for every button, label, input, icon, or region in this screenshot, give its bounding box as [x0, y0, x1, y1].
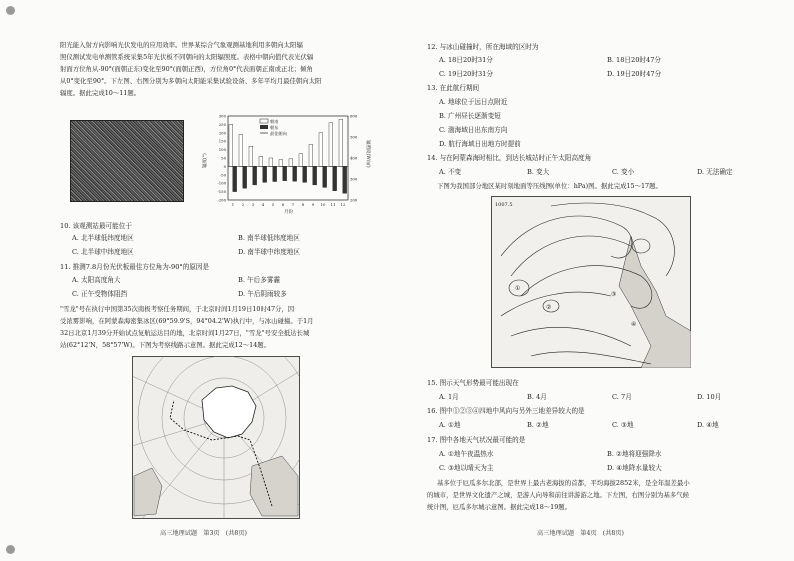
q10-option-b[interactable]: B. 南半球低纬度地区 — [238, 234, 300, 242]
x-tick-label: 9 — [311, 202, 315, 207]
q15-option-b[interactable]: B. 4月 — [527, 393, 547, 401]
bar-south-5 — [269, 158, 273, 166]
bar-south-6 — [279, 160, 283, 167]
antarctic-route-map — [132, 356, 300, 519]
exam-page-4 — [397, 0, 794, 561]
x-tick-label: 2 — [241, 202, 245, 207]
question-10: 10. 该观测站最可能位于 — [60, 222, 132, 230]
q12-option-b[interactable]: B. 18日20时47分 — [607, 56, 661, 64]
y-tick-label: 100 — [218, 147, 226, 153]
bar-east-10 — [323, 166, 327, 187]
y-axis-label: 辐度(°) — [203, 153, 208, 168]
question-11: 11. 推测7.8月份光伏板最佳方位角为-90°的原因是 — [60, 263, 210, 271]
y-tick-label: -150 — [217, 189, 226, 195]
q10-option-d[interactable]: D. 南半球中纬度地区 — [238, 248, 300, 256]
q11-option-c[interactable]: C. 正午受物体阻挡 — [72, 290, 128, 298]
q17-option-c[interactable]: C. ③地以晴天为主 — [439, 464, 494, 472]
closing-line: 统计图，厄瓜多尔城示意图。据此完成18～19题。 — [427, 503, 572, 511]
site-4: ④ — [631, 321, 637, 328]
legend-south: 朝南 — [270, 119, 279, 124]
q14-option-b[interactable]: B. 变大 — [527, 168, 550, 176]
y-tick-label: -50 — [219, 172, 226, 178]
bar-south-8 — [299, 154, 303, 167]
q14-option-c[interactable]: C. 变小 — [612, 168, 635, 176]
intro-line: 射面方位角从-90°(面朝正东)变化至90°(面朝正西)，方位角0°代表面朝正南或正北；倾角 — [60, 65, 313, 73]
story-line: "雪龙"号在执行中国第35次南极考察任务期间，于北京时间1月19日10时47分，因 — [60, 305, 295, 313]
bar-south-3 — [249, 146, 253, 166]
question-17: 17. 图中各地天气状况最可能的是 — [427, 436, 526, 444]
map-intro: 下图为我国部分地区某时刻地面等压线图(单位：hPa)图。据此完成15～17题。 — [437, 182, 662, 190]
bar-east-12 — [343, 166, 347, 193]
y-axis-label-right: 辐照度(W/㎡) — [365, 140, 370, 168]
x-tick-label: 10 — [320, 202, 326, 207]
bar-south-2 — [239, 134, 243, 166]
y-tick-label: 250 — [218, 121, 226, 127]
bar-east-1 — [233, 166, 237, 191]
q13-option-d[interactable]: D. 航行海域日出地方时提前 — [439, 140, 521, 148]
x-tick-label: 3 — [251, 202, 255, 207]
intro-line: 辐度。据此完成10～11题。 — [60, 89, 141, 97]
y-tick-label: -200 — [217, 197, 226, 203]
bar-south-12 — [339, 119, 343, 166]
bar-south-4 — [259, 156, 263, 166]
y-tick-label: 50 — [221, 155, 226, 161]
story-line: 站(62°12'N，58°57'W)。下图为考察线路示意图。据此完成12～14题。 — [60, 341, 271, 349]
isobar-map — [491, 196, 691, 368]
question-14: 14. 与在阿蒙森海时相比，到达长城站时正午太阳高度角 — [427, 154, 592, 162]
y-tick-label-right: 600 — [350, 113, 358, 119]
q17-option-a[interactable]: A. ①地午夜温热水 — [439, 450, 494, 458]
question-15: 15. 图示天气形势最可能出现在 — [427, 379, 519, 387]
bar-east-8 — [303, 166, 307, 182]
q16-option-c[interactable]: C. ③地 — [612, 421, 634, 429]
site-1: ① — [515, 285, 521, 292]
y-tick-label: 200 — [218, 130, 226, 136]
legend-swatch-south — [260, 119, 268, 123]
bar-south-10 — [319, 133, 323, 167]
x-tick-label: 5 — [271, 202, 275, 207]
q13-option-c[interactable]: C. 渤海域日出东南方向 — [439, 126, 508, 134]
q15-option-d[interactable]: D. 10月 — [697, 393, 722, 401]
q10-option-a[interactable]: A. 北半球低纬度地区 — [72, 234, 134, 242]
bar-east-9 — [313, 166, 317, 184]
y-tick-label-right: 400 — [350, 155, 358, 161]
q15-option-a[interactable]: A. 1月 — [439, 393, 459, 401]
bar-east-11 — [333, 166, 337, 190]
question-16: 16. 图中①②③④四地中风向与另外三地差异较大的是 — [427, 407, 585, 415]
y-tick-label-right: 500 — [350, 134, 358, 140]
story-line: 受浓雾影响，在阿蒙森海密集冰区(69°59.9'S，94°04.2'W)执行中，与冰山碰撞。于1月 — [60, 317, 314, 325]
question-12: 12. 与冰山碰撞时，所在海域的区时为 — [427, 43, 539, 51]
legend-best: 最佳朝向 — [270, 131, 287, 136]
q11-option-d[interactable]: D. 午后阴雨较多 — [238, 290, 287, 298]
q14-option-a[interactable]: A. 不变 — [439, 168, 462, 176]
y-tick-label: 0 — [223, 163, 226, 169]
y-tick-label: -100 — [217, 180, 226, 186]
q12-option-c[interactable]: C. 19日20时31分 — [439, 70, 493, 78]
q13-option-a[interactable]: A. 地球位于远日点附近 — [439, 98, 508, 106]
x-tick-label: 4 — [261, 202, 265, 207]
y-tick-label-right: 200 — [350, 197, 358, 203]
q12-option-d[interactable]: D. 19日20时47分 — [607, 70, 662, 78]
bar-south-1 — [229, 124, 233, 166]
site-3: ③ — [611, 291, 617, 298]
bar-south-9 — [309, 145, 313, 167]
q17-option-b[interactable]: B. ②地将迎强降水 — [607, 450, 662, 458]
q16-option-d[interactable]: D. ④地 — [697, 421, 719, 429]
q11-option-b[interactable]: B. 午后多雾霾 — [238, 276, 281, 284]
legend-east: 朝东 — [270, 125, 279, 130]
x-tick-label: 11 — [330, 202, 336, 207]
q10-option-c[interactable]: C. 北半球中纬度地区 — [72, 248, 134, 256]
closing-line: 的城市，是世界文化遗产之城，是游人向导和前往讲游游之地。下左图，右图分别为基多气候 — [427, 491, 690, 499]
isobar-label: 1007.5 — [495, 202, 513, 208]
page-footer: 高三地理试题 第3页 (共8页) — [160, 530, 247, 537]
q13-option-b[interactable]: B. 广州昼长逐渐变短 — [439, 112, 501, 120]
site-2: ② — [546, 304, 552, 311]
equipment-photo — [70, 120, 184, 202]
q11-option-a[interactable]: A. 太阳高度角大 — [72, 276, 121, 284]
bar-east-7 — [293, 166, 297, 181]
y-tick-label: 300 — [218, 113, 226, 119]
bar-east-2 — [243, 166, 247, 188]
intro-line: 从0°变化至90°。下左图、右图分别为多朝向太阳能采集试验设备、多年平均月最佳朝向太阳 — [60, 77, 322, 85]
q16-option-b[interactable]: B. ②地 — [527, 421, 549, 429]
bar-east-4 — [263, 166, 267, 182]
x-tick-label: 7 — [291, 202, 295, 207]
bar-south-7 — [289, 159, 293, 167]
x-axis-label: 月份 — [284, 210, 293, 215]
question-13: 13. 在此航行期间 — [427, 84, 480, 92]
story-line: 32日北京1月39分开始试点复航运达目的地，北京时间1月27日，"雪龙"号安全抵达长城 — [60, 329, 310, 337]
x-tick-label: 8 — [301, 202, 305, 207]
y-tick-label-right: 300 — [350, 176, 358, 182]
intro-line: 照仪测试发电单测管系统采集5年光伏板不同朝向的太阳辐照度。表格中朝向值代表光伏辐 — [60, 53, 314, 61]
q17-option-d[interactable]: D. ④地降水量较大 — [607, 464, 662, 472]
y-tick-label: 150 — [218, 138, 226, 144]
bar-east-6 — [283, 166, 287, 180]
x-tick-label: 1 — [231, 202, 235, 207]
bar-east-5 — [273, 166, 277, 181]
bar-east-3 — [253, 166, 257, 184]
x-tick-label: 6 — [281, 202, 285, 207]
q15-option-c[interactable]: C. 7月 — [612, 393, 632, 401]
bar-south-11 — [329, 123, 333, 167]
q12-option-a[interactable]: A. 18日20时31分 — [439, 56, 493, 64]
q14-option-d[interactable]: D. 无法确定 — [697, 168, 733, 176]
legend-swatch-east — [260, 125, 268, 129]
q16-option-a[interactable]: A. ①地 — [439, 421, 461, 429]
x-tick-label: 12 — [340, 202, 346, 207]
page-footer: 高三地理试题 第4页 (共8页) — [537, 530, 624, 537]
closing-line: 基多位于厄瓜多尔北部，是世界上最古老海拔的首都，平均海拔2852米，是全年温差最小 — [437, 479, 690, 487]
intro-line: 阳光能入射方向影响光伏发电的应用效率。世界某综合气象观测基地利用多朝向太阳辐 — [60, 41, 303, 49]
monthly-radiation-chart — [198, 110, 373, 215]
